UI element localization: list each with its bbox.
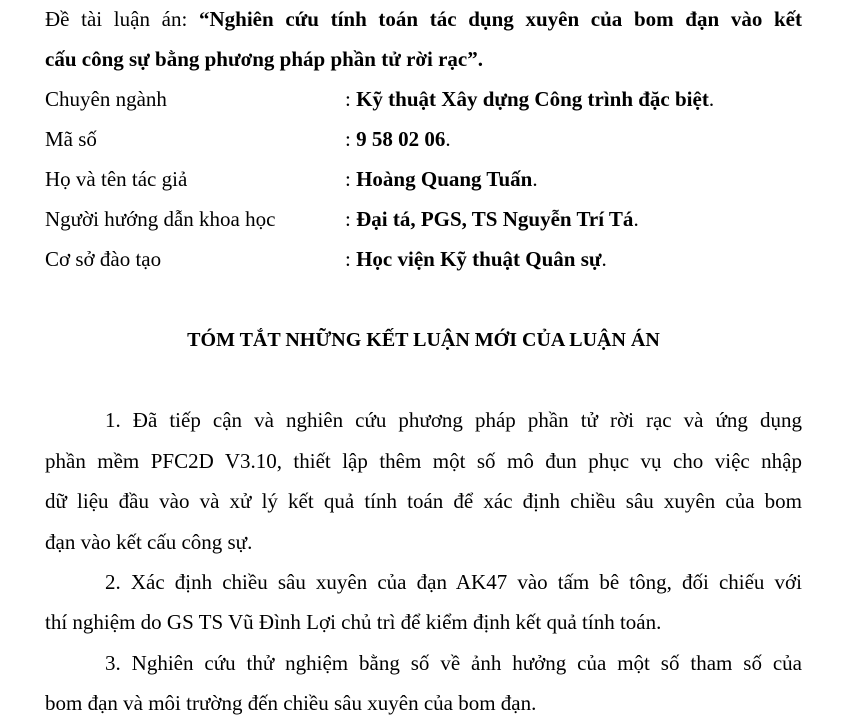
conclusion-2-line-2: thí nghiệm do GS TS Vũ Đình Lợi chủ trì để kiểm định kết quả tính toán. xyxy=(45,610,662,634)
info-value-text: 9 58 02 06 xyxy=(356,127,446,151)
thesis-topic-line-2 xyxy=(45,46,802,72)
info-row-specialization xyxy=(45,86,805,112)
info-colon: : xyxy=(345,87,357,111)
info-end: . xyxy=(532,167,538,191)
info-colon: : xyxy=(345,127,357,151)
info-value-text: Học viện Kỹ thuật Quân sự xyxy=(356,247,602,271)
info-label: Chuyên ngành xyxy=(45,87,167,111)
info-label: Mã số xyxy=(45,127,97,151)
info-value xyxy=(345,166,538,192)
info-label: Họ và tên tác giả xyxy=(45,167,188,191)
info-value-text: Hoàng Quang Tuấn xyxy=(356,167,533,191)
thesis-topic-title-part-1: “Nghiên cứu tính toán tác dụng xuyên của bom đạn vào kết xyxy=(198,7,802,31)
info-value xyxy=(345,206,639,232)
thesis-topic-prefix: Đề tài luận án: xyxy=(45,7,199,31)
info-row-author xyxy=(45,166,805,192)
conclusion-2-line-1: 2. Xác định chiều sâu xuyên của đạn AK47 vào tấm bê tông, đối chiếu với xyxy=(105,570,802,594)
info-end: . xyxy=(633,207,639,231)
info-row-supervisor xyxy=(45,206,805,232)
info-label: Người hướng dẫn khoa học xyxy=(45,207,276,231)
info-row-institution xyxy=(45,246,805,272)
info-colon: : xyxy=(345,167,357,191)
thesis-topic-title-part-2: cấu công sự bằng phương pháp phần tử rời rạc xyxy=(45,47,468,71)
thesis-topic-title-end: ”. xyxy=(467,47,483,71)
info-value xyxy=(345,126,451,152)
info-row-code xyxy=(45,126,805,152)
info-colon: : xyxy=(345,207,357,231)
conclusion-1-line-2: phần mềm PFC2D V3.10, thiết lập thêm một số mô đun phục vụ cho việc nhập xyxy=(45,449,802,473)
info-end: . xyxy=(445,127,451,151)
conclusion-1-line-4: đạn vào kết cấu công sự. xyxy=(45,530,253,554)
info-end: . xyxy=(601,247,607,271)
section-heading: TÓM TẮT NHỮNG KẾT LUẬN MỚI CỦA LUẬN ÁN xyxy=(187,329,660,351)
info-value xyxy=(345,86,714,112)
info-end: . xyxy=(708,87,715,111)
info-value-text: Đại tá, PGS, TS Nguyễn Trí Tá xyxy=(356,207,634,231)
conclusion-3-line-2: bom đạn và môi trường đến chiều sâu xuyên của bom đạn. xyxy=(45,691,537,715)
thesis-topic-line-1 xyxy=(45,6,802,32)
info-label: Cơ sở đào tạo xyxy=(45,247,162,271)
info-value-text: Kỹ thuật Xây dựng Công trình đặc biệt xyxy=(356,87,709,111)
info-colon: : xyxy=(345,247,357,271)
conclusion-1-line-1: 1. Đã tiếp cận và nghiên cứu phương pháp phần tử rời rạc và ứng dụng xyxy=(105,408,802,432)
info-value xyxy=(345,246,607,272)
conclusion-1-line-3: dữ liệu đầu vào và xử lý kết quả tính toán để xác định chiều sâu xuyên của bom xyxy=(45,489,802,513)
conclusion-3-line-1: 3. Nghiên cứu thử nghiệm bằng số về ảnh hưởng của một số tham số của xyxy=(105,651,802,675)
